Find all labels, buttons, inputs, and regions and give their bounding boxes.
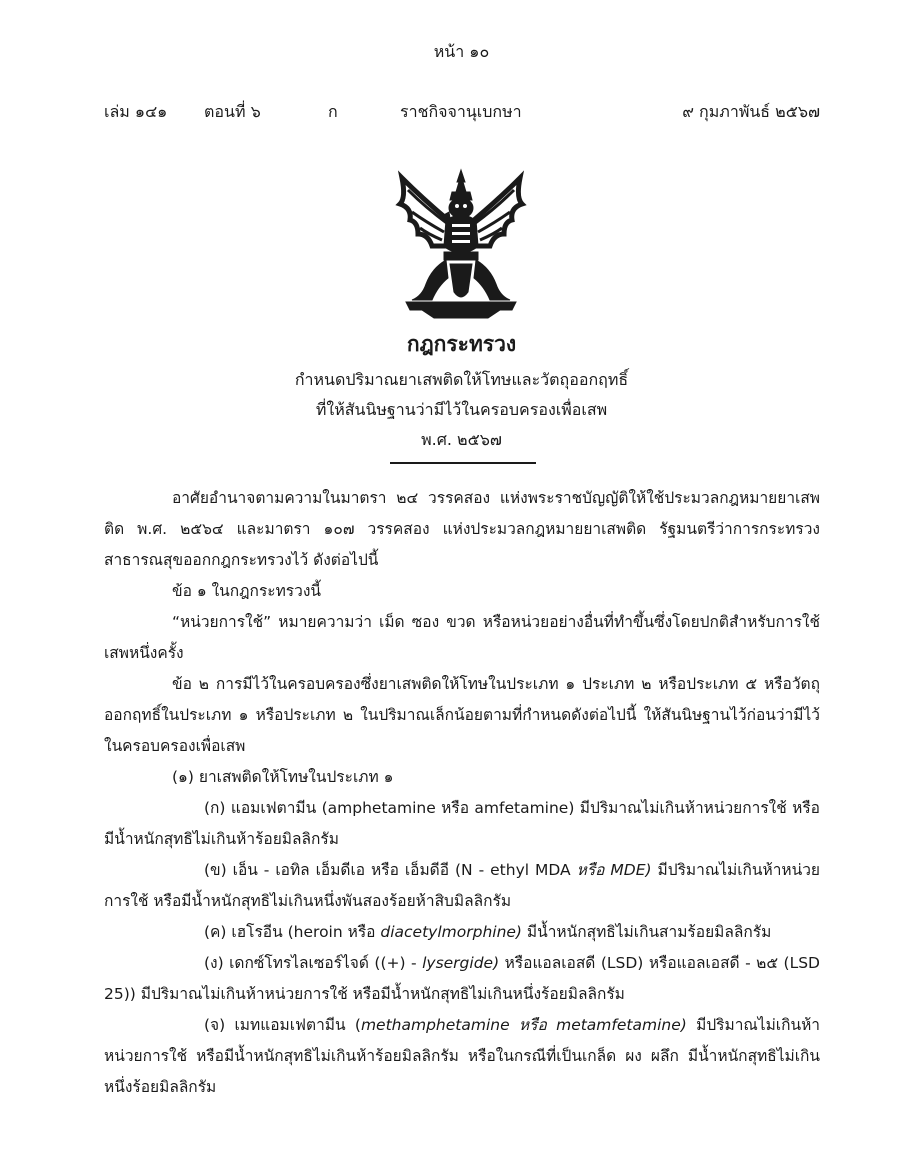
item-c-rest: มีน้ำหนักสุทธิไม่เกินสามร้อยมิลลิกรัม [521, 923, 772, 941]
item-b-text: (ข) เอ็น - เอทิล เอ็มดีเอ หรือ เอ็มดีอี (N - ethyl MDA [204, 861, 577, 879]
item-d-rest: หรือแอลเอสดี (LSD) หรือแอลเอสดี - ๒๕ (LSD 25)) มีปริมาณไม่เกินห้าหน่วยการใช้ หรือมีน้ำหนักสุทธิไม่เกินหนึ่งร้อยมิลลิกรัม [104, 954, 820, 1003]
clause-1-definition: “หน่วยการใช้” หมายความว่า เม็ด ซอง ขวด หรือหน่วยอย่างอื่นที่ทำขึ้นซึ่งโดยปกติสำหรับการใช้เสพหนึ่งครั้ง [104, 613, 820, 662]
subclause-1-heading: (๑) ยาเสพติดให้โทษในประเภท ๑ [172, 768, 394, 786]
preamble-paragraph: อาศัยอำนาจตามความในมาตรา ๒๔ วรรคสอง แห่งพระราชบัญญัติให้ใช้ประมวลกฎหมายยาเสพติด พ.ศ. ๒๕๖๔ และมาตรา ๑๐๗ วรรคสอง แห่งประมวลกฎหมายยาเสพติด รัฐมนตรีว่าการกระทรวงสาธารณสุขออกกฎกระทรวงไว้ ดังต่อไปนี้ [104, 489, 820, 569]
item-b-rest: มีปริมาณไม่เกินห้าหน่วยการใช้ หรือมีน้ำหนักสุทธิไม่เกินหนึ่งพันสองร้อยห้าสิบมิลลิกรัม [104, 861, 821, 910]
document-title: กฎกระทรวง [406, 332, 517, 356]
clause-2-paragraph: ข้อ ๒ การมีไว้ในครอบครองซึ่งยาเสพติดให้โทษในประเภท ๑ ประเภท ๒ หรือประเภท ๕ หรือวัตถุออกฤทธิ์ในประเภท ๑ หรือประเภท ๒ ในปริมาณเล็กน้อยตามที่กำหนดดังต่อไปนี้ ให้สันนิษฐานไว้ก่อนว่ามีไว้ในครอบครองเพื่อเสพ [104, 675, 820, 755]
publish-date: ๙ กุมภาพันธ์ ๒๕๖๗ [682, 102, 820, 121]
item-a-amphetamine: (ก) แอมเฟตามีน (amphetamine หรือ amfetamine) มีปริมาณไม่เกินห้าหน่วยการใช้ หรือมีน้ำหนักสุทธิไม่เกินห้าร้อยมิลลิกรัม [104, 799, 820, 848]
item-e-methamphetamine [104, 1010, 820, 1103]
section-letter: ก [328, 102, 338, 121]
item-b-italic: หรือ MDE) [576, 861, 652, 879]
issue-number: ตอนที่ ๖ [204, 102, 261, 121]
title-divider [390, 462, 536, 464]
regulation-body [104, 483, 820, 1103]
garuda-emblem-icon [392, 168, 530, 320]
gazette-name: ราชกิจจานุเบกษา [400, 102, 522, 121]
item-d-italic: lysergide) [422, 954, 500, 972]
item-e-rest: มีปริมาณไม่เกินห้าหน่วยการใช้ หรือมีน้ำหนักสุทธิไม่เกินห้าร้อยมิลลิกรัม หรือในกรณีที่เป็นเกล็ด ผง ผลึก มีน้ำหนักสุทธิไม่เกินหนึ่งร้อยมิลลิกรัม [104, 1016, 820, 1096]
item-d-text: (ง) เดกซ์โทรไลเซอร์ไจด์ ((+) - [204, 954, 423, 972]
item-c-heroin [104, 917, 820, 948]
item-d-lsd [104, 948, 820, 1010]
item-e-text: (จ) เมทแอมเฟตามีน ( [204, 1016, 361, 1034]
gazette-header [104, 100, 820, 124]
item-c-text: (ค) เฮโรอีน (heroin หรือ [204, 923, 381, 941]
document-year: พ.ศ. ๒๕๖๗ [421, 430, 502, 449]
clause-1-heading: ข้อ ๑ ในกฎกระทรวงนี้ [172, 582, 321, 600]
volume-number: เล่ม ๑๔๑ [104, 102, 168, 121]
page-number: หน้า ๑๐ [433, 42, 490, 61]
document-subtitle-line2: ที่ให้สันนิษฐานว่ามีไว้ในครอบครองเพื่อเสพ [315, 400, 608, 419]
item-e-italic: methamphetamine หรือ metamfetamine) [360, 1016, 687, 1034]
item-c-italic: diacetylmorphine) [380, 923, 522, 941]
item-b-mde [104, 855, 820, 917]
document-subtitle-line1: กำหนดปริมาณยาเสพติดให้โทษและวัตถุออกฤทธิ์ [294, 370, 629, 389]
